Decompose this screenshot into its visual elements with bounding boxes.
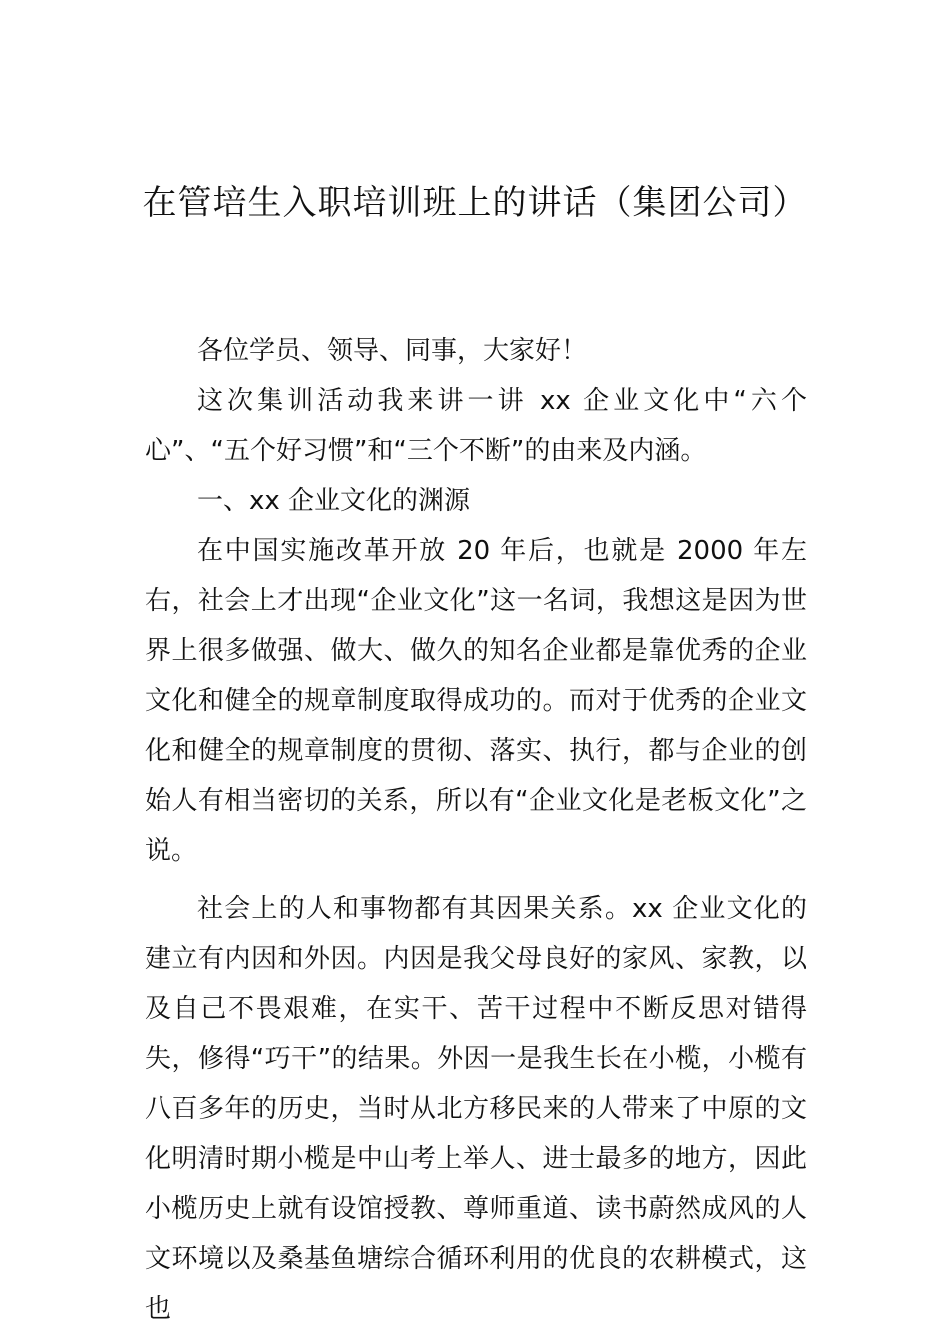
intro-paragraph: 这次集训活动我来讲一讲 xx 企业文化中“六个心”、“五个好习惯”和“三个不断”的由来及内涵。 [145,386,807,466]
body-paragraph: 社会上的人和事物都有其因果关系。xx 企业文化的建立有内因和外因。内因是我父母良好的家风、家教，以及自己不畏艰难，在实干、苦干过程中不断反思对错得失，修得“巧干”的结果。外因一是我生长在小榄，小榄有八百多年的历史，当时从北方移民来的人带来了中原的文化明清时期小榄是中山考上举人、进士最多的地方，因此小榄历史上就有设馆授教、尊师重道、读书蔚然成风的人文环境以及桑基鱼塘综合循环利用的优良的农耕模式，这也 [145,894,807,1324]
greeting-paragraph: 各位学员、领导、同事，大家好！ [197,336,588,366]
body-paragraph: 在中国实施改革开放 20 年后，也就是 2000 年左右，社会上才出现“企业文化”这一名词，我想这是因为世界上很多做强、做大、做久的知名企业都是靠优秀的企业文化和健全的规章制度取得成功的。而对于优秀的企业文化和健全的规章制度的贯彻、落实、执行，都与企业的创始人有相当密切的关系，所以有“企业文化是老板文化”之说。 [145,536,807,866]
section-heading: 一、xx 企业文化的渊源 [197,486,471,516]
document-title: 在管培生入职培训班上的讲话（集团公司） [142,183,808,223]
document-body [145,326,807,1334]
